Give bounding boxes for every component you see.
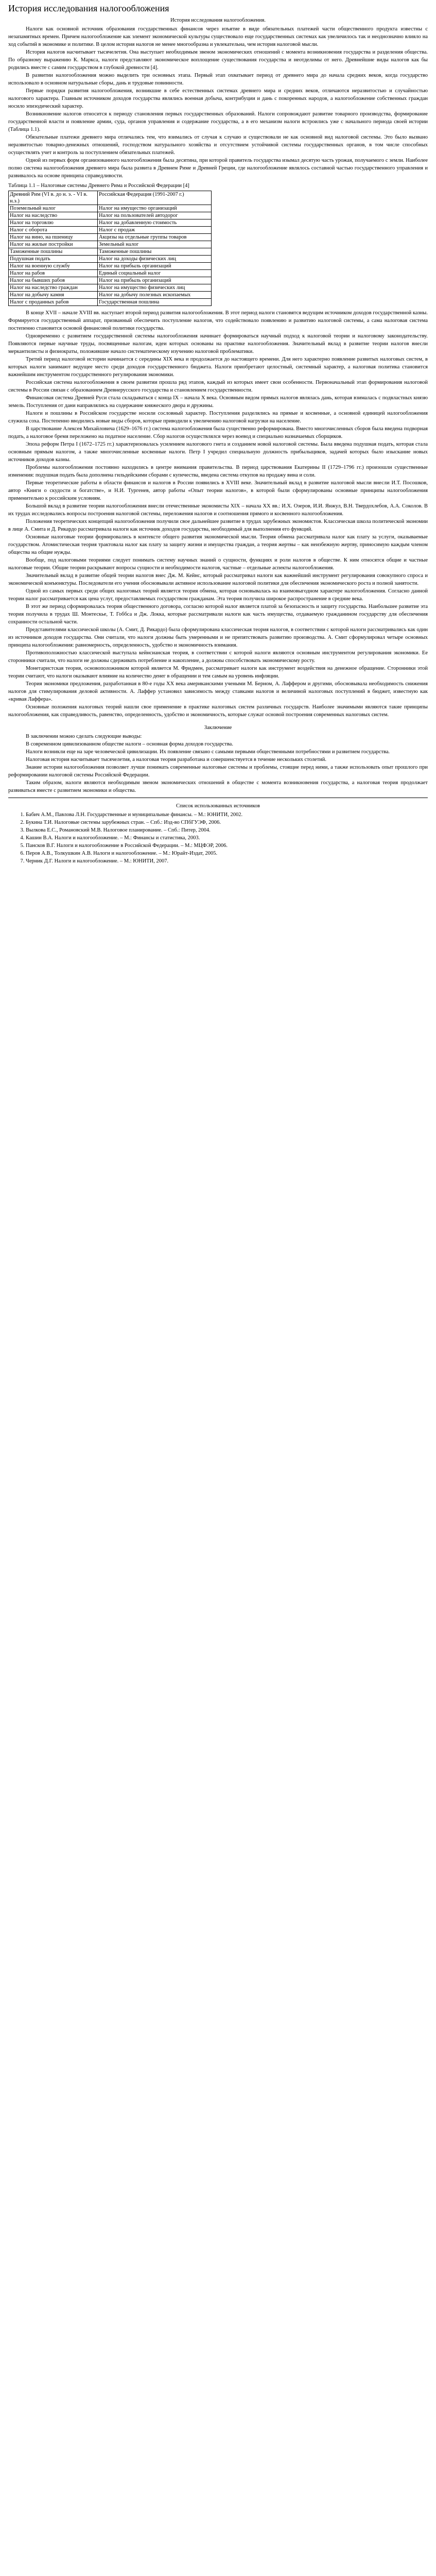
table-cell-ancient-rome: Налог на добычу камня (9, 292, 98, 299)
table-cell-ancient-rome: Налог на военную службу (9, 263, 98, 270)
paragraph: Основные налоговые теории формировались в контексте общего развития экономической мысли. Теория обмена рассматривала налог как плату за услуги, оказываемые государством. Атомистическая теория трактовала налог как плату за защиту жизни и имущества граждан, а теория жертвы – как неизбежную жертву, приносимую каждым членом общества на общие нужды. (8, 534, 428, 555)
paragraph: Вообще, под налоговыми теориями следует понимать систему научных знаний о сущности, функциях и роли налогов в обществе. К ним относятся общие и частные налоговые теории. Общие теории раскрывают вопросы сущности и необходимости налогов, частные – отдельные аспекты налогообложения. (8, 557, 428, 571)
paragraph: Возникновение налогов относится к периоду становления первых государственных образований. Налоги сопровождают развитие товарного производства, формирование государственной власти и появление армии, суда, органов управления и содержание государства, а в его механизм налоги встроились уже с начального периода своей истории (Таблица 1.1). (8, 111, 428, 132)
paragraph: Таким образом, налоги являются необходимым звеном экономических отношений в обществе с момента возникновения государства, а налоговая теория продолжает развиваться вместе с развитием экономики и общества. (8, 780, 428, 793)
table-cell-russia: Российская Федерация (1991-2007 г.) (98, 191, 212, 205)
table-cell-ancient-rome: Таможенные пошлины (9, 248, 98, 256)
bibliography-item: 7. Черник Д.Г. Налоги и налогообложение. – М.: ЮНИТИ, 2007. (26, 857, 428, 865)
paragraph: Первые теоретические работы в области финансов и налогов в России появились в XVIII веке. Значительный вклад в развитие налоговой мысли внесли И.Т. Посошков, автор «Книги о скудости и богатстве», и Н.И. Тургенев, автор работы «Опыт теории налогов», в которой были сформулированы основные принципы налогообложения применительно к российским условиям. (8, 480, 428, 501)
table-caption: Таблица 1.1 – Налоговые системы Древнего Рима и Российской Федерации [4] (8, 183, 189, 189)
table-cell-russia: Налог на прибыль организаций (98, 263, 212, 270)
paragraph: Обязательные платежи древнего мира отличались тем, что взимались от случая к случаю и существовали не как основной вид налоговой системы. Это было вызвано неразвитостью товарно-денежных отношений, господством натурального хозяйства и отсутствием устойчивой системы государственных органов, в том числе способных осуществлять учет и контроль за поступлением обязательных платежей. (8, 134, 428, 156)
paragraph: В царствование Алексея Михайловича (1629–1676 гг.) система налогообложения была существенно реформирована. Вместо многочисленных сборов была введена подворная подать, а налоговое бремя переложено на податное население. Сбор налогов осуществлялся через воевод и специально назначаемых сборщиков. (8, 426, 428, 439)
table-cell-ancient-rome: Налог на рабов (9, 270, 98, 277)
table-cell-ancient-rome: Налог с проданных рабов (9, 299, 98, 306)
paragraph: Теория экономики предложения, разработанная в 80-е годы XX века американскими учеными М. Берном, А. Лаффером и другими, обосновывала необходимость снижения налогов для стимулирования деловой активности. А. Лаффер установил зависимость между ставками налогов и величиной налоговых поступлений в бюджет, известную как «кривая Лаффера». (8, 681, 428, 702)
intro-section (8, 25, 428, 180)
table-row (9, 241, 212, 248)
conclusion-section (8, 733, 428, 794)
paragraph: Налоги как основной источник образования государственных финансов через изъятие в виде обязательных платежей части общественного продукта известны с незапамятных времен. Причем налогообложение как элемент экономической культуры существовало еще государственных системах как увеличилось так и неоднозначно влияло на ход событий в экономике и политике. В целом история налогов не менее многообразна и увлекательна, чем история налоговой мысли. (8, 26, 428, 47)
paragraph: Монетаристская теория, основоположником которой является М. Фридмен, рассматривает налоги как инструмент воздействия на денежное обращение. Сторонники этой теории считают, что налоги оказывают влияние на количество денег в обращении и тем самым на уровень инфляции. (8, 666, 428, 679)
paragraph: Знание истории налогообложения позволяет лучше понимать современные налоговые системы и проблемы, стоящие перед ними, а также использовать опыт прошлого при реформировании налоговой системы Российской Федерации. (8, 765, 428, 778)
bibliography-item: 6. Перов А.В., Толкушкин А.В. Налоги и налогообложение. – М.: Юрайт-Издат, 2005. (26, 850, 428, 857)
paragraph: В развитии налогообложения можно выделить три основных этапа. Первый этап охватывает период от древнего мира до начала средних веков, когда государство использовало в основном натуральные сборы, дань и трудовые повинности. (8, 73, 428, 86)
paragraph: В заключении можно сделать следующие выводы: (26, 734, 142, 739)
table-cell-ancient-rome: Налог на наследство граждан (9, 284, 98, 292)
tax-systems-table (8, 191, 212, 306)
paragraph: Основные положения налоговых теорий нашли свое применение в практике налоговых систем различных государств. Наиболее значимыми являются такие принципы налогообложения, как справедливость, равенство, определенность, удобство и экономичность, которые служат основой построения современных налоговых систем. (8, 704, 428, 718)
paragraph: Проблемы налогообложения постоянно находились в центре внимания правительства. В период царствования Екатерины II (1729–1796 гг.) произошли существенные изменения: подушная подать была дополнена гильдейскими сборами с купечества, введена система откупов на продажу вина и соли. (8, 465, 428, 478)
bibliography-item: 1. Бабич А.М., Павлова Л.Н. Государственные и муниципальные финансы. – М.: ЮНИТИ, 2002. (26, 811, 428, 819)
table-cell-russia: Единый социальный налог (98, 270, 212, 277)
table-cell-russia: Налог на имущество физических лиц (98, 284, 212, 292)
table-cell-russia: Налог на прибыль организаций (98, 277, 212, 284)
history-section (8, 309, 428, 518)
bibliography-item: 3. Вылкова Е.С., Романовский М.В. Налоговое планирование. – Спб.: Питер, 2004. (26, 826, 428, 834)
paragraph: Одной из самых первых среди общих налоговых теорий является теория обмена, которая основывалась на взаимовыгодном характере налогообложения. Согласно данной теории налог рассматривается как цена услуг, предоставляемых государством гражданам. Эта теория получила широкое распространение в средние века. (8, 588, 428, 602)
table-cell-russia: Таможенные пошлины (98, 248, 212, 256)
paragraph: Эпоха реформ Петра I (1672–1725 гг.) характеризовалась усилением налогового гнета и созданием новой налоговой системы. Была введена подушная подать, которая стала основным прямым налогом, а также многочисленные косвенные налоги. Петр I учредил специальную должность прибыльщиков, задачей которых было изыскание новых источников доходов казны. (8, 442, 428, 463)
paragraph: Третий период налоговой истории начинается с середины XIX века и продолжается до настоящего времени. Для него характерно появление развитых налоговых систем, в которых налоги занимают ведущее место среди доходов государственного бюджета. Налоги приобретают целостный, системный характер, а налоговая политика становится важнейшим инструментом государственного регулирования экономики. (8, 357, 428, 378)
paragraph: Российская система налогообложения в своем развитии прошла ряд этапов, каждый из которых имеет свои особенности. Первоначальный этап формирования налоговой системы в России связан с образованием Древнерусского государства и становлением государственности. (8, 380, 428, 393)
paragraph: Налоговая история насчитывает тысячелетия, а налоговая теория разработана и совершенствуется в течение нескольких столетий. (26, 757, 327, 762)
paragraph: Одновременно с развитием государственной системы налогообложения начинает формироваться научный подход к налоговой теории и налоговому законодательству. Появляются первые научные труды, посвященные налогам, идеи которых основаны на практике налогообложения. Значительный вклад в развитие теории налогов внесли меркантилисты и физиократы, положившие начало систематическому изучению налоговой проблематики. (8, 333, 428, 354)
paragraph: В конце XVII – начале XVIII вв. наступает второй период развития налогообложения. В этот период налоги становятся ведущим источником доходов государственной казны. Формируется государственный аппарат, призванный обеспечить поступление налогов, что содействовало появлению и развитию налоговой системы, а сама налоговая система постепенно становится основой финансовой политики государства. (8, 310, 428, 331)
paragraph: Большой вклад в развитие теории налогообложения внесли отечественные экономисты XIX – начала XX вв.: И.Х. Озеров, И.И. Янжул, В.Н. Твердохлебов, А.А. Соколов. В их трудах исследовались вопросы построения налоговой системы, переложения налогов и соотношения прямого и косвенного налогообложения. (8, 503, 428, 517)
table-cell-russia: Налог на доходы физических лиц (98, 256, 212, 263)
paragraph: Налоги возникли еще на заре человеческой цивилизации. Их появление связано с самыми первыми общественными потребностями и развитием государства. (26, 749, 390, 755)
paragraph: Финансовая система Древней Руси стала складываться с конца IX – начала X века. Основным видом прямых налогов являлась дань, которая взималась с подвластных князю земель. Поступления от дани направлялись на содержание княжеского двора и дружины. (8, 395, 428, 409)
table-row (9, 191, 212, 205)
table-cell-russia: Налог с продаж (98, 227, 212, 234)
conclusion-heading: Заключение (204, 725, 232, 731)
bibliography-item: 4. Кашин В.А. Налоги и налогообложение. – М.: Финансы и статистика, 2003. (26, 834, 428, 842)
table-cell-ancient-rome: Древний Рим (VI в. до н. э. - VI в. н.э.) (9, 191, 98, 205)
table-cell-ancient-rome: Налог на жилые постройки (9, 241, 98, 248)
paragraph: История налогов насчитывает тысячелетия. Она выступает необходимым звеном экономических отношений с момента возникновения государства и разделения общества. По образному выражению К. Маркса, налоги представляют экономическое воплощение существования государства и неотделимы от него. Древнейшие виды налогов как бы родились вместе с самим государством в глубокой древности [4]. (8, 49, 428, 71)
table-cell-russia: Акцизы на отдельные группы товаров (98, 234, 212, 241)
table-cell-russia: Налог на добавленную стоимость (98, 219, 212, 227)
table-cell-ancient-rome: Налог на торговлю (9, 219, 98, 227)
bibliography-heading: Список использованных источников (176, 803, 260, 809)
table-cell-russia: Государственная пошлина (98, 299, 212, 306)
table-cell-russia: Земельный налог (98, 241, 212, 248)
table-row (9, 256, 212, 263)
table-row (9, 292, 212, 299)
table-cell-ancient-rome: Подушная подать (9, 256, 98, 263)
document-title: История исследования налогообложения (8, 3, 169, 13)
bibliography-item: 2. Букина Т.И. Налоговые системы зарубежных стран. – Спб.: Изд-во СПбГУЭФ, 2006. (26, 819, 428, 826)
paragraph: Положения теоретических концепций налогообложения получили свое дальнейшее развитие в трудах зарубежных экономистов. Классическая школа политической экономии в лице А. Смита и Д. Рикардо рассматривала налоги как источник доходов государства, необходимый для выполнения его функций. (8, 519, 428, 532)
table-cell-ancient-rome: Налог на наследство (9, 212, 98, 219)
bibliography-item: 5. Пансков В.Г. Налоги и налогообложение в Российской Федерации. – М.: МЦФЭР, 2006. (26, 842, 428, 850)
table-cell-ancient-rome: Налог на вино, на пшеницу (9, 234, 98, 241)
table-row (9, 248, 212, 256)
table-row (9, 277, 212, 284)
paragraph: Одной из первых форм организованного налогообложения была десятина, при которой правитель государства изымал десятую часть урожая, получаемого с земли. Наиболее полно система налогообложения древнего мира была развита в Древнем Риме и Древней Греции, где налогообложение являлось составной частью государственного управления и развивалось на основе принципа справедливости. (8, 158, 428, 179)
document-subtitle: История исследования налогообложения. (170, 18, 266, 23)
table-cell-ancient-rome: Налог на бывших рабов (9, 277, 98, 284)
paragraph: Противоположностью классической выступала кейнсианская теория, в соответствии с которой налоги являются основным инструментом регулирования экономики. Ее сторонники считали, что налоги не должны сдерживать потребление и накопление, а должны способствовать экономическому росту. (8, 650, 428, 664)
table-cell-russia: Налог на имущество организаций (98, 205, 212, 212)
table-cell-russia: Налог на добычу полезных ископаемых (98, 292, 212, 299)
table-row (9, 284, 212, 292)
paragraph: Налоги и пошлины в Российском государстве носили сословный характер. Поступления разделялись на прямые и косвенные, а основной единицей налогообложения служила соха. Постепенно вводились новые виды сборов, которые приводили к увеличению налоговой нагрузки на население. (8, 411, 428, 424)
paragraph: Первые порядки развития налогообложения, возникшие в себе естественных системах древнего мира и средних веков, отличаются неразвитостью и случайностью налогового характера. Главным источником доходов государства являлись военная добыча, контрибуции и дань с покоренных народов, а налогообложение собственных граждан носило эпизодический характер. (8, 88, 428, 109)
table-row (9, 263, 212, 270)
table-row (9, 212, 212, 219)
bibliography-list (8, 811, 428, 865)
table-row (9, 205, 212, 212)
table-row (9, 219, 212, 227)
table-cell-ancient-rome: Поземельный налог (9, 205, 98, 212)
paragraph: Представителями классической школы (А. Смит, Д. Рикардо) была сформулирована классическая теория налогов, в соответствии с которой налоги рассматривались как один из источников доходов государства. Они считали, что налоги должны быть умеренными и не препятствовать развитию производства. А. Смит сформулировал четыре основных принципа налогообложения: равномерность, определенность, удобство и экономичность взимания. (8, 627, 428, 648)
theory-section (8, 518, 428, 719)
table-row (9, 227, 212, 234)
table-cell-ancient-rome: Налог с оборота (9, 227, 98, 234)
table-row (9, 299, 212, 306)
paragraph: В современном цивилизованном обществе налоги – основная форма доходов государства. (26, 741, 233, 747)
document-page (0, 0, 436, 875)
paragraph: Значительный вклад в развитие общей теории налогов внес Дж. М. Кейнс, который рассматривал налоги как важнейший инструмент регулирования совокупного спроса и экономической конъюнктуры. Последователи его учения обосновывали активное использование налоговой политики для обеспечения экономического роста и полной занятости. (8, 573, 428, 586)
table-row (9, 270, 212, 277)
table-row (9, 234, 212, 241)
paragraph: В этот же период сформировалась теория общественного договора, согласно которой налог является платой за безопасность и защиту государства. Наибольшее развитие эта теория получила в трудах Ш. Монтескье, Т. Гоббса и Дж. Локка, которые рассматривали налоги как часть имущества, отдаваемую гражданином государству для обеспечения сохранности остальной части. (8, 604, 428, 625)
table-cell-russia: Налог на пользователей автодорог (98, 212, 212, 219)
